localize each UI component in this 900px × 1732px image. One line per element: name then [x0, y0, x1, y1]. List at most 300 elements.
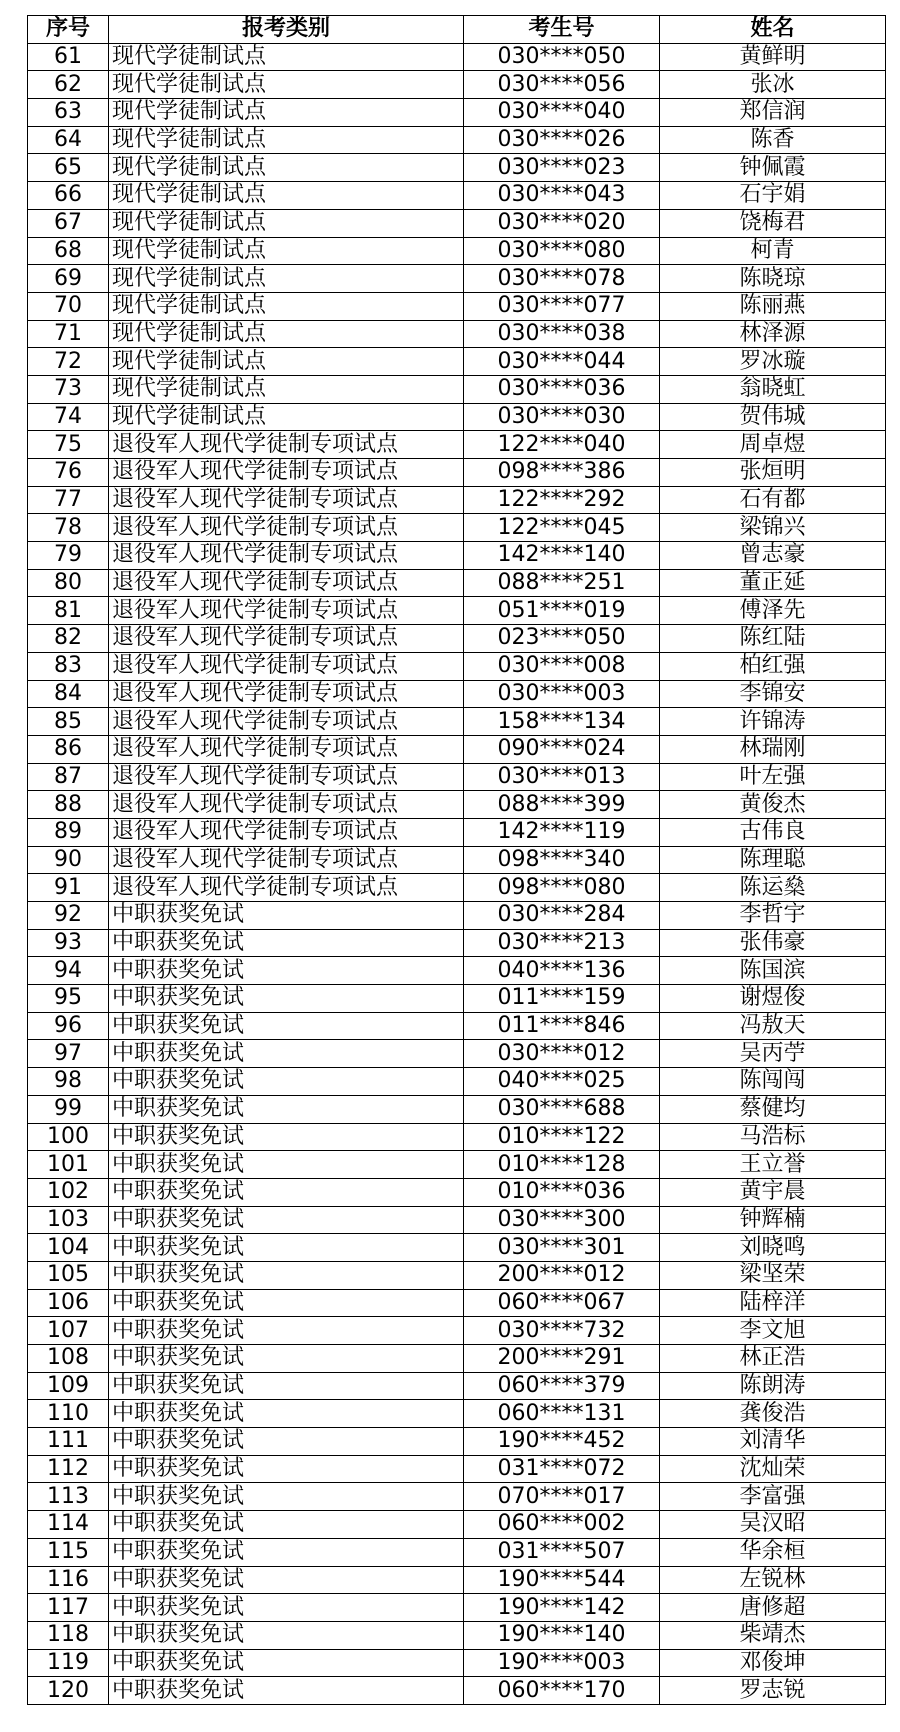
table-row: [28, 375, 886, 403]
cell-exam-id: 051****019: [464, 597, 660, 625]
cell-serial-number: 118: [28, 1621, 109, 1649]
cell-name: 黄宇晨: [660, 1178, 886, 1206]
cell-exam-id: 030****050: [464, 43, 660, 71]
cell-serial-number: 113: [28, 1483, 109, 1511]
table-row: [28, 791, 886, 819]
table-row: [28, 514, 886, 542]
table-row: [28, 846, 886, 874]
cell-serial-number: 73: [28, 375, 109, 403]
cell-category: 退役军人现代学徒制专项试点: [109, 652, 464, 680]
cell-name: 谢煜俊: [660, 985, 886, 1013]
cell-name: 陈理聪: [660, 846, 886, 874]
cell-exam-id: 060****131: [464, 1400, 660, 1428]
table-row: [28, 874, 886, 902]
cell-serial-number: 96: [28, 1012, 109, 1040]
table-row: [28, 1594, 886, 1622]
table-row: [28, 735, 886, 763]
cell-serial-number: 78: [28, 514, 109, 542]
cell-exam-id: 030****301: [464, 1234, 660, 1262]
cell-exam-id: 030****688: [464, 1095, 660, 1123]
table-row: [28, 1317, 886, 1345]
cell-exam-id: 031****507: [464, 1538, 660, 1566]
cell-name: 张冰: [660, 71, 886, 99]
cell-exam-id: 088****251: [464, 569, 660, 597]
table-row: [28, 1095, 886, 1123]
results-sheet: [27, 15, 886, 1705]
cell-category: 退役军人现代学徒制专项试点: [109, 459, 464, 487]
cell-name: 钟辉楠: [660, 1206, 886, 1234]
cell-category: 退役军人现代学徒制专项试点: [109, 763, 464, 791]
cell-serial-number: 85: [28, 708, 109, 736]
cell-serial-number: 105: [28, 1261, 109, 1289]
cell-serial-number: 66: [28, 182, 109, 210]
cell-category: 退役军人现代学徒制专项试点: [109, 846, 464, 874]
cell-name: 黄俊杰: [660, 791, 886, 819]
header-name: 姓名: [660, 16, 886, 44]
cell-name: 李锦安: [660, 680, 886, 708]
cell-name: 柯青: [660, 237, 886, 265]
cell-category: 退役军人现代学徒制专项试点: [109, 486, 464, 514]
cell-name: 黄鲜明: [660, 43, 886, 71]
cell-category: 退役军人现代学徒制专项试点: [109, 874, 464, 902]
cell-name: 董正延: [660, 569, 886, 597]
cell-name: 陈丽燕: [660, 292, 886, 320]
cell-name: 贺伟城: [660, 403, 886, 431]
cell-name: 石有都: [660, 486, 886, 514]
table-row: [28, 902, 886, 930]
cell-serial-number: 115: [28, 1538, 109, 1566]
cell-serial-number: 88: [28, 791, 109, 819]
cell-exam-id: 011****846: [464, 1012, 660, 1040]
table-row: [28, 431, 886, 459]
cell-category: 中职获奖免试: [109, 1178, 464, 1206]
cell-exam-id: 011****159: [464, 985, 660, 1013]
cell-name: 刘清华: [660, 1428, 886, 1456]
header-exam-id: 考生号: [464, 16, 660, 44]
cell-category: 现代学徒制试点: [109, 375, 464, 403]
cell-category: 中职获奖免试: [109, 1455, 464, 1483]
cell-category: 现代学徒制试点: [109, 265, 464, 293]
table-row: [28, 99, 886, 127]
cell-category: 现代学徒制试点: [109, 348, 464, 376]
cell-name: 沈灿荣: [660, 1455, 886, 1483]
header-category: 报考类别: [109, 16, 464, 44]
cell-name: 冯敖天: [660, 1012, 886, 1040]
cell-serial-number: 119: [28, 1649, 109, 1677]
cell-exam-id: 030****300: [464, 1206, 660, 1234]
cell-exam-id: 142****140: [464, 542, 660, 570]
table-row: [28, 1151, 886, 1179]
cell-exam-id: 098****340: [464, 846, 660, 874]
cell-category: 退役军人现代学徒制专项试点: [109, 791, 464, 819]
cell-name: 陈晓琼: [660, 265, 886, 293]
cell-category: 中职获奖免试: [109, 1068, 464, 1096]
cell-category: 现代学徒制试点: [109, 43, 464, 71]
cell-category: 现代学徒制试点: [109, 71, 464, 99]
cell-category: 退役军人现代学徒制专项试点: [109, 735, 464, 763]
table-row: [28, 486, 886, 514]
cell-category: 中职获奖免试: [109, 1566, 464, 1594]
cell-serial-number: 84: [28, 680, 109, 708]
cell-serial-number: 67: [28, 209, 109, 237]
cell-exam-id: 030****030: [464, 403, 660, 431]
cell-name: 石宇娟: [660, 182, 886, 210]
cell-exam-id: 030****077: [464, 292, 660, 320]
cell-serial-number: 64: [28, 126, 109, 154]
table-row: [28, 985, 886, 1013]
cell-serial-number: 71: [28, 320, 109, 348]
cell-name: 李哲宇: [660, 902, 886, 930]
cell-category: 中职获奖免试: [109, 1511, 464, 1539]
table-row: [28, 1538, 886, 1566]
table-row: [28, 1012, 886, 1040]
cell-exam-id: 190****544: [464, 1566, 660, 1594]
cell-name: 许锦涛: [660, 708, 886, 736]
table-row: [28, 154, 886, 182]
cell-category: 中职获奖免试: [109, 1206, 464, 1234]
table-row: [28, 403, 886, 431]
cell-exam-id: 200****291: [464, 1345, 660, 1373]
cell-exam-id: 030****044: [464, 348, 660, 376]
cell-category: 现代学徒制试点: [109, 126, 464, 154]
cell-category: 退役军人现代学徒制专项试点: [109, 818, 464, 846]
cell-exam-id: 098****080: [464, 874, 660, 902]
cell-name: 柏红强: [660, 652, 886, 680]
cell-category: 中职获奖免试: [109, 1289, 464, 1317]
cell-serial-number: 90: [28, 846, 109, 874]
cell-exam-id: 030****003: [464, 680, 660, 708]
table-row: [28, 292, 886, 320]
cell-exam-id: 122****045: [464, 514, 660, 542]
cell-category: 中职获奖免试: [109, 1234, 464, 1262]
cell-serial-number: 68: [28, 237, 109, 265]
cell-name: 罗志锐: [660, 1677, 886, 1705]
cell-serial-number: 102: [28, 1178, 109, 1206]
cell-name: 李富强: [660, 1483, 886, 1511]
cell-serial-number: 106: [28, 1289, 109, 1317]
cell-serial-number: 109: [28, 1372, 109, 1400]
cell-category: 中职获奖免试: [109, 1012, 464, 1040]
cell-category: 中职获奖免试: [109, 1483, 464, 1511]
cell-category: 中职获奖免试: [109, 1677, 464, 1705]
cell-serial-number: 75: [28, 431, 109, 459]
cell-category: 中职获奖免试: [109, 1317, 464, 1345]
table-row: [28, 348, 886, 376]
cell-category: 中职获奖免试: [109, 929, 464, 957]
cell-serial-number: 101: [28, 1151, 109, 1179]
table-row: [28, 1400, 886, 1428]
cell-name: 傅泽先: [660, 597, 886, 625]
table-row: [28, 929, 886, 957]
cell-name: 林泽源: [660, 320, 886, 348]
cell-category: 退役军人现代学徒制专项试点: [109, 542, 464, 570]
table-row: [28, 652, 886, 680]
cell-name: 马浩标: [660, 1123, 886, 1151]
table-row: [28, 320, 886, 348]
cell-category: 退役军人现代学徒制专项试点: [109, 708, 464, 736]
cell-exam-id: 030****213: [464, 929, 660, 957]
cell-category: 中职获奖免试: [109, 985, 464, 1013]
cell-category: 现代学徒制试点: [109, 99, 464, 127]
table-row: [28, 1511, 886, 1539]
cell-category: 退役军人现代学徒制专项试点: [109, 625, 464, 653]
cell-serial-number: 69: [28, 265, 109, 293]
table-row: [28, 597, 886, 625]
cell-exam-id: 190****142: [464, 1594, 660, 1622]
cell-exam-id: 030****078: [464, 265, 660, 293]
cell-exam-id: 030****020: [464, 209, 660, 237]
cell-exam-id: 010****036: [464, 1178, 660, 1206]
cell-serial-number: 92: [28, 902, 109, 930]
cell-category: 中职获奖免试: [109, 1040, 464, 1068]
cell-exam-id: 190****003: [464, 1649, 660, 1677]
cell-exam-id: 030****732: [464, 1317, 660, 1345]
table-row: [28, 708, 886, 736]
table-row: [28, 1483, 886, 1511]
cell-name: 龚俊浩: [660, 1400, 886, 1428]
cell-category: 现代学徒制试点: [109, 209, 464, 237]
cell-exam-id: 122****292: [464, 486, 660, 514]
table-row: [28, 1372, 886, 1400]
cell-exam-id: 060****379: [464, 1372, 660, 1400]
cell-exam-id: 070****017: [464, 1483, 660, 1511]
cell-exam-id: 200****012: [464, 1261, 660, 1289]
cell-name: 林瑞刚: [660, 735, 886, 763]
cell-serial-number: 62: [28, 71, 109, 99]
table-row: [28, 1234, 886, 1262]
cell-category: 现代学徒制试点: [109, 237, 464, 265]
cell-category: 退役军人现代学徒制专项试点: [109, 569, 464, 597]
cell-category: 中职获奖免试: [109, 1345, 464, 1373]
cell-serial-number: 120: [28, 1677, 109, 1705]
cell-category: 现代学徒制试点: [109, 154, 464, 182]
table-row: [28, 1178, 886, 1206]
table-row: [28, 1621, 886, 1649]
cell-name: 陈香: [660, 126, 886, 154]
table-row: [28, 1649, 886, 1677]
cell-serial-number: 100: [28, 1123, 109, 1151]
cell-category: 中职获奖免试: [109, 1594, 464, 1622]
cell-name: 曾志豪: [660, 542, 886, 570]
cell-serial-number: 108: [28, 1345, 109, 1373]
cell-category: 现代学徒制试点: [109, 403, 464, 431]
cell-exam-id: 030****284: [464, 902, 660, 930]
cell-exam-id: 190****140: [464, 1621, 660, 1649]
cell-exam-id: 030****043: [464, 182, 660, 210]
table-row: [28, 209, 886, 237]
cell-name: 梁锦兴: [660, 514, 886, 542]
cell-serial-number: 114: [28, 1511, 109, 1539]
cell-name: 林正浩: [660, 1345, 886, 1373]
cell-name: 蔡健均: [660, 1095, 886, 1123]
cell-exam-id: 122****040: [464, 431, 660, 459]
cell-exam-id: 090****024: [464, 735, 660, 763]
cell-serial-number: 95: [28, 985, 109, 1013]
cell-exam-id: 030****038: [464, 320, 660, 348]
cell-exam-id: 030****056: [464, 71, 660, 99]
cell-category: 中职获奖免试: [109, 1151, 464, 1179]
cell-serial-number: 93: [28, 929, 109, 957]
cell-name: 陈运燊: [660, 874, 886, 902]
table-row: [28, 1123, 886, 1151]
cell-name: 吴丙苧: [660, 1040, 886, 1068]
cell-exam-id: 030****013: [464, 763, 660, 791]
cell-exam-id: 030****012: [464, 1040, 660, 1068]
cell-exam-id: 060****067: [464, 1289, 660, 1317]
cell-name: 周卓煜: [660, 431, 886, 459]
table-row: [28, 43, 886, 71]
cell-serial-number: 107: [28, 1317, 109, 1345]
cell-serial-number: 111: [28, 1428, 109, 1456]
cell-exam-id: 030****023: [464, 154, 660, 182]
table-row: [28, 1040, 886, 1068]
cell-name: 邓俊坤: [660, 1649, 886, 1677]
table-row: [28, 1068, 886, 1096]
cell-serial-number: 79: [28, 542, 109, 570]
cell-name: 左锐林: [660, 1566, 886, 1594]
cell-category: 现代学徒制试点: [109, 292, 464, 320]
cell-serial-number: 87: [28, 763, 109, 791]
table-row: [28, 71, 886, 99]
cell-category: 退役军人现代学徒制专项试点: [109, 514, 464, 542]
cell-name: 郑信润: [660, 99, 886, 127]
table-row: [28, 459, 886, 487]
table-row: [28, 1261, 886, 1289]
cell-name: 陈国滨: [660, 957, 886, 985]
cell-exam-id: 030****080: [464, 237, 660, 265]
table-row: [28, 1428, 886, 1456]
cell-serial-number: 81: [28, 597, 109, 625]
cell-category: 退役军人现代学徒制专项试点: [109, 597, 464, 625]
cell-serial-number: 112: [28, 1455, 109, 1483]
cell-exam-id: 190****452: [464, 1428, 660, 1456]
header-serial-number: 序号: [28, 16, 109, 44]
cell-name: 陈红陆: [660, 625, 886, 653]
cell-serial-number: 65: [28, 154, 109, 182]
cell-category: 中职获奖免试: [109, 1621, 464, 1649]
cell-name: 梁坚荣: [660, 1261, 886, 1289]
table-header-row: [28, 16, 886, 44]
cell-serial-number: 63: [28, 99, 109, 127]
cell-name: 陈闯闯: [660, 1068, 886, 1096]
cell-category: 退役军人现代学徒制专项试点: [109, 431, 464, 459]
cell-name: 华余桓: [660, 1538, 886, 1566]
cell-serial-number: 99: [28, 1095, 109, 1123]
table-row: [28, 763, 886, 791]
cell-category: 退役军人现代学徒制专项试点: [109, 680, 464, 708]
cell-name: 古伟良: [660, 818, 886, 846]
cell-serial-number: 94: [28, 957, 109, 985]
cell-exam-id: 060****002: [464, 1511, 660, 1539]
cell-serial-number: 117: [28, 1594, 109, 1622]
cell-serial-number: 103: [28, 1206, 109, 1234]
cell-exam-id: 010****128: [464, 1151, 660, 1179]
cell-serial-number: 86: [28, 735, 109, 763]
cell-exam-id: 060****170: [464, 1677, 660, 1705]
table-row: [28, 542, 886, 570]
cell-name: 罗冰璇: [660, 348, 886, 376]
cell-serial-number: 76: [28, 459, 109, 487]
admission-list-table: [27, 15, 886, 1705]
cell-exam-id: 030****026: [464, 126, 660, 154]
cell-name: 唐修超: [660, 1594, 886, 1622]
table-row: [28, 265, 886, 293]
cell-category: 中职获奖免试: [109, 1123, 464, 1151]
table-row: [28, 182, 886, 210]
cell-name: 叶左强: [660, 763, 886, 791]
cell-name: 刘晓鸣: [660, 1234, 886, 1262]
cell-name: 陈朗涛: [660, 1372, 886, 1400]
cell-exam-id: 142****119: [464, 818, 660, 846]
cell-category: 中职获奖免试: [109, 1372, 464, 1400]
table-body: [28, 43, 886, 1704]
table-row: [28, 680, 886, 708]
table-row: [28, 569, 886, 597]
cell-exam-id: 040****136: [464, 957, 660, 985]
cell-category: 现代学徒制试点: [109, 182, 464, 210]
cell-name: 柴靖杰: [660, 1621, 886, 1649]
cell-category: 中职获奖免试: [109, 1428, 464, 1456]
cell-serial-number: 97: [28, 1040, 109, 1068]
cell-category: 中职获奖免试: [109, 1400, 464, 1428]
cell-serial-number: 104: [28, 1234, 109, 1262]
cell-serial-number: 82: [28, 625, 109, 653]
cell-serial-number: 61: [28, 43, 109, 71]
cell-category: 中职获奖免试: [109, 957, 464, 985]
cell-serial-number: 72: [28, 348, 109, 376]
cell-serial-number: 80: [28, 569, 109, 597]
cell-exam-id: 030****036: [464, 375, 660, 403]
cell-serial-number: 74: [28, 403, 109, 431]
cell-name: 钟佩霞: [660, 154, 886, 182]
cell-exam-id: 010****122: [464, 1123, 660, 1151]
cell-exam-id: 040****025: [464, 1068, 660, 1096]
cell-name: 陆梓洋: [660, 1289, 886, 1317]
table-row: [28, 1206, 886, 1234]
cell-exam-id: 098****386: [464, 459, 660, 487]
cell-serial-number: 91: [28, 874, 109, 902]
cell-exam-id: 031****072: [464, 1455, 660, 1483]
table-row: [28, 818, 886, 846]
table-row: [28, 1455, 886, 1483]
cell-name: 李文旭: [660, 1317, 886, 1345]
cell-name: 张伟豪: [660, 929, 886, 957]
cell-name: 张烜明: [660, 459, 886, 487]
cell-name: 王立誉: [660, 1151, 886, 1179]
table-row: [28, 126, 886, 154]
cell-name: 饶梅君: [660, 209, 886, 237]
cell-category: 中职获奖免试: [109, 1538, 464, 1566]
cell-name: 吴汉昭: [660, 1511, 886, 1539]
cell-exam-id: 158****134: [464, 708, 660, 736]
table-row: [28, 1566, 886, 1594]
cell-serial-number: 70: [28, 292, 109, 320]
cell-exam-id: 088****399: [464, 791, 660, 819]
table-row: [28, 237, 886, 265]
cell-category: 中职获奖免试: [109, 1649, 464, 1677]
table-row: [28, 625, 886, 653]
cell-exam-id: 023****050: [464, 625, 660, 653]
cell-category: 现代学徒制试点: [109, 320, 464, 348]
cell-exam-id: 030****040: [464, 99, 660, 127]
table-row: [28, 1345, 886, 1373]
cell-category: 中职获奖免试: [109, 1095, 464, 1123]
cell-exam-id: 030****008: [464, 652, 660, 680]
cell-category: 中职获奖免试: [109, 1261, 464, 1289]
cell-serial-number: 98: [28, 1068, 109, 1096]
cell-serial-number: 89: [28, 818, 109, 846]
cell-serial-number: 110: [28, 1400, 109, 1428]
